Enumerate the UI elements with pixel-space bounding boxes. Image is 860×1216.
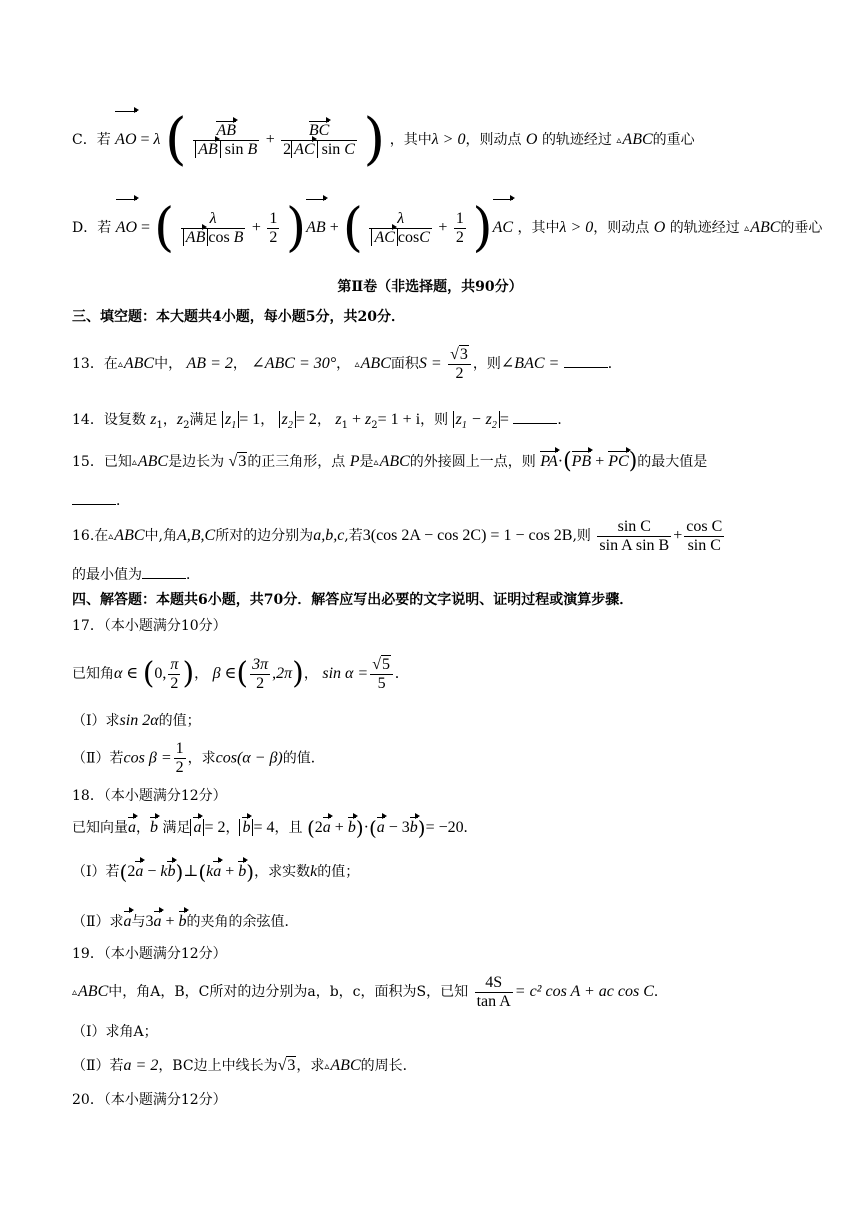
section-3-title: 三、填空题：本大题共4小题，每小题5分，共20分． (72, 309, 405, 325)
section-2-title: 第Ⅱ卷（非选择题，共90分） (337, 279, 523, 295)
answer-blank-13[interactable] (564, 353, 608, 368)
question-19-part-1: （Ⅰ）求角A； (72, 1024, 158, 1040)
question-19-intro: ▵ABC中，角A，B，C所对的边分别为a，b，c，面积为S，已知 $\frac{4S}{\text{tan A}}$ = c² cos A + ac cos C． (72, 973, 668, 1010)
question-15-cont: ． (72, 490, 130, 511)
frac-bc: $\frac{BC}{\text{2 AC sin C}}$ (283, 121, 355, 158)
question-14: 14．设复数 $z_1$，$z_2$满足 $z_1 = 1$， $z_2 = 2$， $z_1 + z_2= 1 + i$，则 $z_1 - z_2$ = ． (72, 411, 572, 432)
question-18-part-2: （Ⅱ）求a与3a + b的夹角的余弦值． (72, 913, 299, 930)
answer-blank-14[interactable] (513, 409, 557, 424)
answer-blank-16[interactable] (142, 564, 186, 579)
question-19-part-2: （Ⅱ）若a = 2，BC边上中线长为√3，求▵ABC的周长． (72, 1057, 417, 1074)
question-17-part-2: （Ⅱ）若cos β = $\frac{1}{2}$ ，求cos(α − β)的值． (72, 740, 325, 776)
question-18-intro: 已知向量a，b 满足 a = 2， b = 4，且 (2a + b)·(a − 3b)= −20. (72, 816, 468, 840)
question-20-head: 20．（本小题满分12分） (72, 1092, 227, 1108)
option-c-label: C．若 (72, 132, 111, 148)
question-18-head: 18．（本小题满分12分） (72, 788, 227, 804)
question-15: 15．已知▵ABC是边长为 √3的正三角形，点 P是▵ABC的外接圆上一点，则 PA·(PB + PC)的最大值是 (72, 449, 708, 474)
option-c: C．若 AO = λ ( $\frac{AB}{\text{AB sin B}}$ + $\frac{BC}{\text{2 AC sin C}}$ ) ，其中λ > 0，则动点 O 的轨迹经过 ▵ABC的重心 (72, 107, 695, 172)
question-17-intro: 已知角α ∈ (0, $\frac{\pi}{2}$ )， β ∈( $\frac{3\pi}{2}$ ,2π)， sin α = $\frac{√5}{5}$ . (72, 655, 399, 692)
answer-blank-15[interactable] (72, 490, 116, 505)
question-16-cont: 的最小值为 ． (72, 564, 200, 585)
frac-ab: $\frac{AB}{\text{AB sin B}}$ (193, 122, 259, 159)
option-d: D．若 AO = ( $\frac{\lambda}{\text{AB cos B}}$ + $\frac{1}{2}$ )AB + ( $\frac{\lambda}{\text{AC cosC}}$ + $\frac{1}{2}$ )AC ，其中λ > 0，则动点 O 的轨迹经过 ▵ABC的垂心 (72, 198, 823, 258)
option-d-label: D．若 (72, 220, 112, 236)
question-13: 13．在▵ABC中， AB = 2， ∠ABC = 30°， ▵ABC面积S = $\frac{√3}{2}$ ，则∠BAC = ． (72, 345, 622, 382)
question-18-part-1: （Ⅰ）若(2a − kb)⊥(ka + b)，求实数k的值； (72, 860, 360, 884)
question-16: 16.在▵ABC中,角A,B,C所对的边分别为a,b,c,若3(cos 2A − cos 2C) = 1 − cos 2B,则 $\frac{\text{sin C}}{\text{sin A sin B}}$ + $\frac{\text{cos C}}{\text{sin C}}$ (72, 517, 723, 554)
section-4-title: 四、解答题：本题共6小题，共70分．解答应写出必要的文字说明、证明过程或演算步骤． (72, 592, 634, 608)
question-17-part-1: （Ⅰ）求sin 2α的值； (72, 712, 201, 729)
question-17-head: 17．（本小题满分10分） (72, 618, 227, 634)
question-19-head: 19．（本小题满分12分） (72, 946, 227, 962)
